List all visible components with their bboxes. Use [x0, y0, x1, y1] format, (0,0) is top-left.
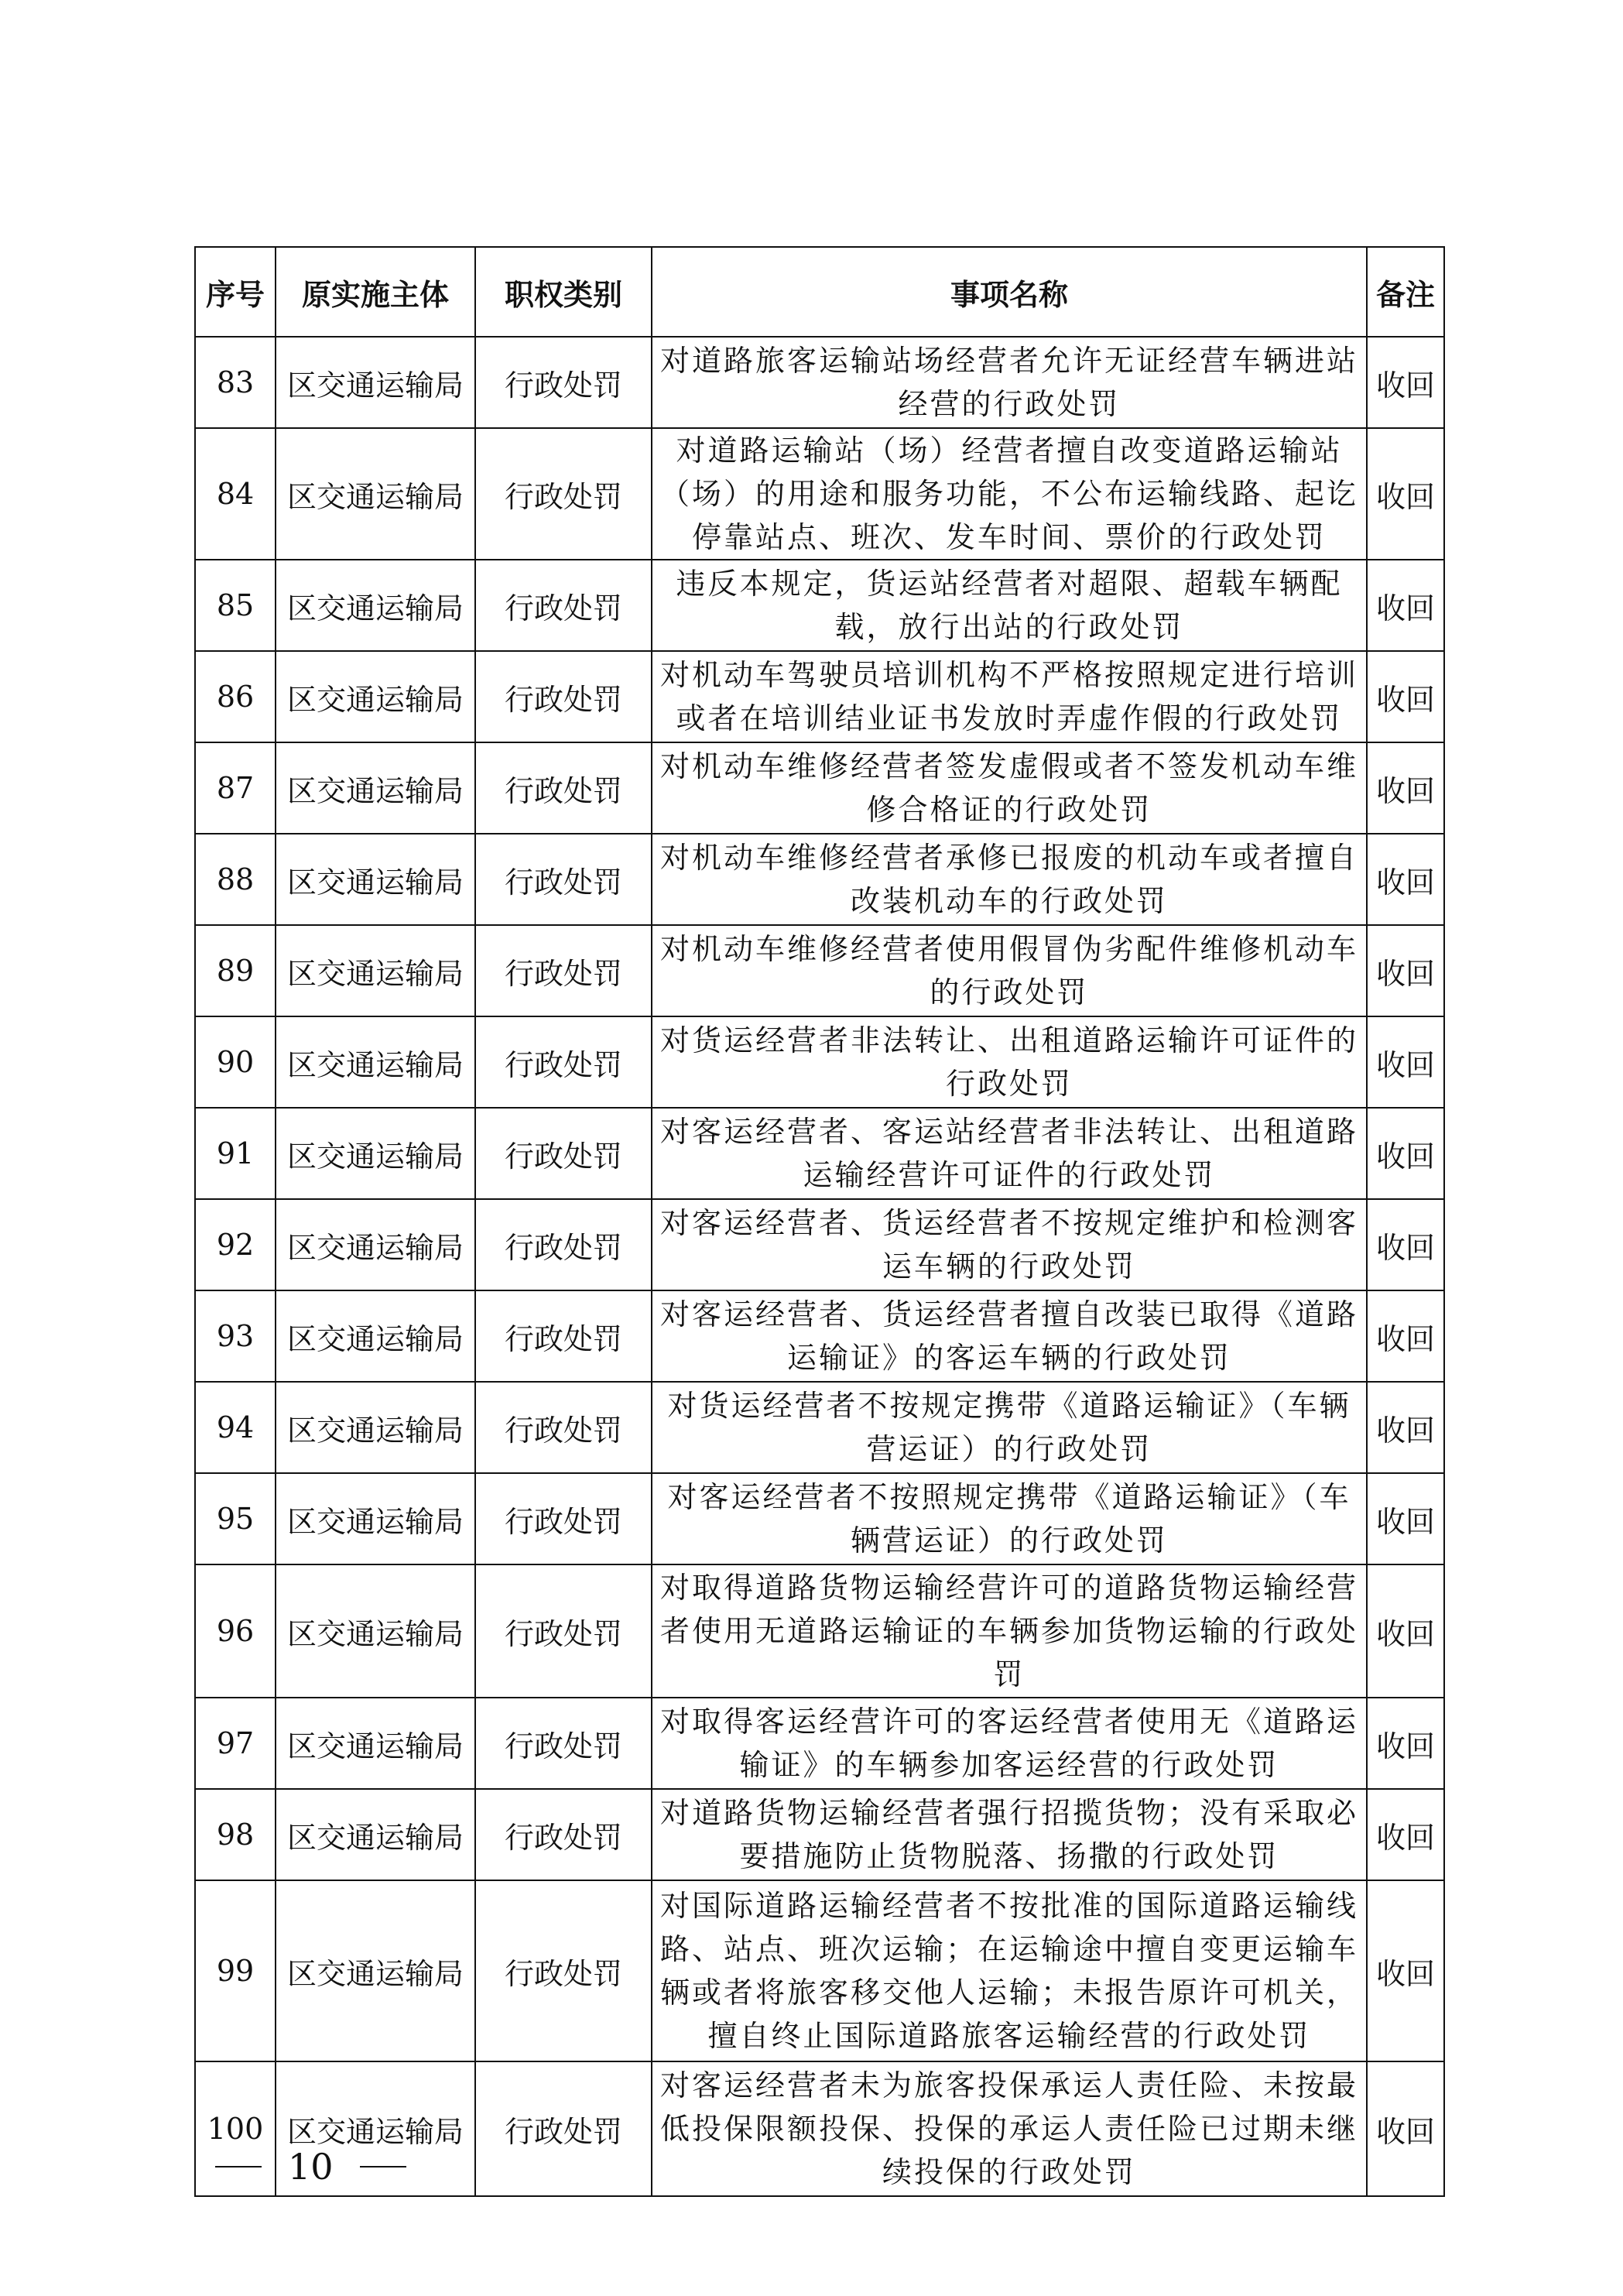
header-original-body: 原实施主体 — [276, 247, 475, 337]
row-remark: 收回 — [1367, 834, 1444, 925]
row-item-name: 对取得道路货物运输经营许可的道路货物运输经营者使用无道路运输证的车辆参加货物运输的行政处罚 — [652, 1564, 1367, 1698]
row-index: 98 — [195, 1789, 276, 1880]
header-remark: 备注 — [1367, 247, 1444, 337]
row-index: 88 — [195, 834, 276, 925]
row-remark: 收回 — [1367, 1382, 1444, 1473]
row-index: 100 — [195, 2061, 276, 2196]
row-index: 99 — [195, 1880, 276, 2061]
row-original-body: 区交通运输局 — [276, 742, 475, 834]
row-authority-category: 行政处罚 — [475, 651, 652, 742]
row-item-name: 对道路运输站（场）经营者擅自改变道路运输站（场）的用途和服务功能，不公布运输线路、起讫停靠站点、班次、发车时间、票价的行政处罚 — [652, 428, 1367, 560]
row-original-body: 区交通运输局 — [276, 1016, 475, 1108]
table-row — [195, 1789, 1444, 1880]
row-item-name: 对道路旅客运输站场经营者允许无证经营车辆进站经营的行政处罚 — [652, 337, 1367, 428]
row-original-body: 区交通运输局 — [276, 1880, 475, 2061]
row-index: 95 — [195, 1473, 276, 1564]
row-remark: 收回 — [1367, 1473, 1444, 1564]
row-authority-category: 行政处罚 — [475, 1108, 652, 1199]
row-index: 83 — [195, 337, 276, 428]
row-original-body: 区交通运输局 — [276, 1199, 475, 1290]
row-remark: 收回 — [1367, 2061, 1444, 2196]
row-original-body: 区交通运输局 — [276, 337, 475, 428]
row-authority-category: 行政处罚 — [475, 1199, 652, 1290]
row-remark: 收回 — [1367, 560, 1444, 651]
row-remark: 收回 — [1367, 651, 1444, 742]
row-index: 90 — [195, 1016, 276, 1108]
row-item-name: 对道路货物运输经营者强行招揽货物；没有采取必要措施防止货物脱落、扬撒的行政处罚 — [652, 1789, 1367, 1880]
row-index: 94 — [195, 1382, 276, 1473]
row-authority-category: 行政处罚 — [475, 560, 652, 651]
row-item-name: 对机动车维修经营者使用假冒伪劣配件维修机动车的行政处罚 — [652, 925, 1367, 1016]
row-authority-category: 行政处罚 — [475, 1016, 652, 1108]
table-row — [195, 925, 1444, 1016]
row-index: 86 — [195, 651, 276, 742]
row-authority-category: 行政处罚 — [475, 1382, 652, 1473]
row-authority-category: 行政处罚 — [475, 2061, 652, 2196]
row-remark: 收回 — [1367, 1880, 1444, 2061]
row-original-body: 区交通运输局 — [276, 651, 475, 742]
table-row — [195, 1564, 1444, 1698]
page-footer — [215, 2146, 406, 2188]
row-index: 96 — [195, 1564, 276, 1698]
row-item-name: 对货运经营者非法转让、出租道路运输许可证件的行政处罚 — [652, 1016, 1367, 1108]
row-authority-category: 行政处罚 — [475, 337, 652, 428]
row-remark: 收回 — [1367, 742, 1444, 834]
table-row — [195, 1199, 1444, 1290]
row-authority-category: 行政处罚 — [475, 1880, 652, 2061]
row-index: 84 — [195, 428, 276, 560]
row-item-name: 对客运经营者、货运经营者不按规定维护和检测客运车辆的行政处罚 — [652, 1199, 1367, 1290]
table-body — [195, 337, 1444, 2196]
footer-dash-left — [215, 2166, 262, 2167]
row-authority-category: 行政处罚 — [475, 428, 652, 560]
header-item-name: 事项名称 — [652, 247, 1367, 337]
row-remark: 收回 — [1367, 1199, 1444, 1290]
table-row — [195, 1382, 1444, 1473]
items-table — [194, 246, 1445, 2197]
table-row — [195, 742, 1444, 834]
table-row — [195, 651, 1444, 742]
row-authority-category: 行政处罚 — [475, 1564, 652, 1698]
row-index: 97 — [195, 1698, 276, 1789]
row-original-body: 区交通运输局 — [276, 925, 475, 1016]
row-authority-category: 行政处罚 — [475, 742, 652, 834]
row-item-name: 违反本规定，货运站经营者对超限、超载车辆配载，放行出站的行政处罚 — [652, 560, 1367, 651]
row-authority-category: 行政处罚 — [475, 1290, 652, 1382]
row-index: 87 — [195, 742, 276, 834]
row-item-name: 对货运经营者不按规定携带《道路运输证》（车辆营运证）的行政处罚 — [652, 1382, 1367, 1473]
row-remark: 收回 — [1367, 1016, 1444, 1108]
row-item-name: 对客运经营者未为旅客投保承运人责任险、未按最低投保限额投保、投保的承运人责任险已过期未继续投保的行政处罚 — [652, 2061, 1367, 2196]
row-remark: 收回 — [1367, 428, 1444, 560]
row-remark: 收回 — [1367, 1108, 1444, 1199]
table-row — [195, 834, 1444, 925]
row-original-body: 区交通运输局 — [276, 1473, 475, 1564]
row-index: 93 — [195, 1290, 276, 1382]
row-index: 89 — [195, 925, 276, 1016]
row-remark: 收回 — [1367, 1564, 1444, 1698]
row-item-name: 对取得客运经营许可的客运经营者使用无《道路运输证》的车辆参加客运经营的行政处罚 — [652, 1698, 1367, 1789]
row-item-name: 对客运经营者、客运站经营者非法转让、出租道路运输经营许可证件的行政处罚 — [652, 1108, 1367, 1199]
header-authority-category: 职权类别 — [475, 247, 652, 337]
row-item-name: 对客运经营者不按照规定携带《道路运输证》（车辆营运证）的行政处罚 — [652, 1473, 1367, 1564]
row-index: 91 — [195, 1108, 276, 1199]
table-row — [195, 1016, 1444, 1108]
table-row — [195, 1698, 1444, 1789]
row-remark: 收回 — [1367, 1698, 1444, 1789]
row-index: 92 — [195, 1199, 276, 1290]
header-index: 序号 — [195, 247, 276, 337]
row-original-body: 区交通运输局 — [276, 560, 475, 651]
row-remark: 收回 — [1367, 1290, 1444, 1382]
row-original-body: 区交通运输局 — [276, 1698, 475, 1789]
row-authority-category: 行政处罚 — [475, 834, 652, 925]
row-item-name: 对客运经营者、货运经营者擅自改装已取得《道路运输证》的客运车辆的行政处罚 — [652, 1290, 1367, 1382]
row-original-body: 区交通运输局 — [276, 1290, 475, 1382]
row-original-body: 区交通运输局 — [276, 1789, 475, 1880]
row-original-body: 区交通运输局 — [276, 834, 475, 925]
row-authority-category: 行政处罚 — [475, 1473, 652, 1564]
table-row — [195, 1473, 1444, 1564]
table-row — [195, 1290, 1444, 1382]
row-item-name: 对机动车驾驶员培训机构不严格按照规定进行培训或者在培训结业证书发放时弄虚作假的行政处罚 — [652, 651, 1367, 742]
row-original-body: 区交通运输局 — [276, 2061, 475, 2196]
table-row — [195, 1108, 1444, 1199]
row-index: 85 — [195, 560, 276, 651]
row-authority-category: 行政处罚 — [475, 1789, 652, 1880]
table-row — [195, 560, 1444, 651]
row-item-name: 对机动车维修经营者承修已报废的机动车或者擅自改装机动车的行政处罚 — [652, 834, 1367, 925]
row-authority-category: 行政处罚 — [475, 925, 652, 1016]
row-original-body: 区交通运输局 — [276, 1382, 475, 1473]
page-number: 10 — [288, 2146, 334, 2188]
row-item-name: 对国际道路运输经营者不按批准的国际道路运输线路、站点、班次运输；在运输途中擅自变更运输车辆或者将旅客移交他人运输；未报告原许可机关，擅自终止国际道路旅客运输经营的行政处罚 — [652, 1880, 1367, 2061]
table-header-row — [195, 247, 1444, 337]
row-remark: 收回 — [1367, 1789, 1444, 1880]
row-remark: 收回 — [1367, 337, 1444, 428]
table-row — [195, 337, 1444, 428]
row-remark: 收回 — [1367, 925, 1444, 1016]
row-original-body: 区交通运输局 — [276, 1108, 475, 1199]
row-item-name: 对机动车维修经营者签发虚假或者不签发机动车维修合格证的行政处罚 — [652, 742, 1367, 834]
footer-dash-right — [360, 2166, 406, 2167]
row-authority-category: 行政处罚 — [475, 1698, 652, 1789]
row-original-body: 区交通运输局 — [276, 1564, 475, 1698]
table-row — [195, 428, 1444, 560]
row-original-body: 区交通运输局 — [276, 428, 475, 560]
table-row — [195, 1880, 1444, 2061]
